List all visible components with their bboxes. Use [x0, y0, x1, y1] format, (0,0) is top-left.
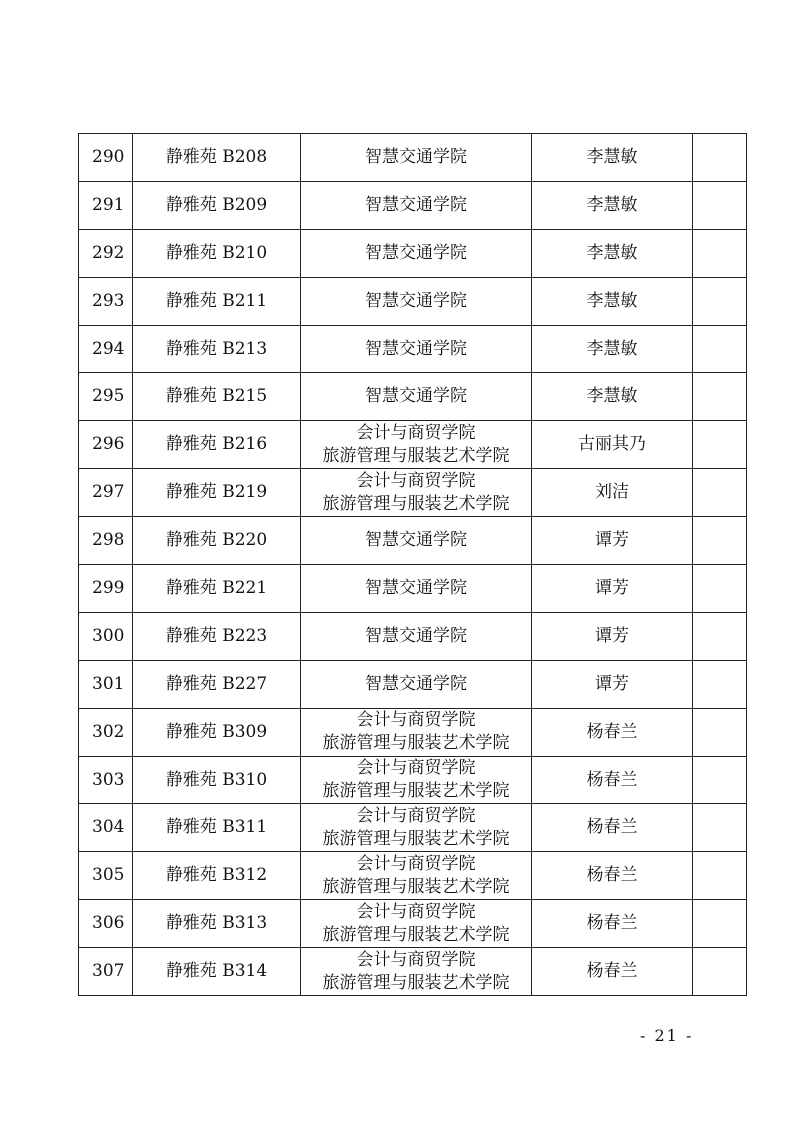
row-number-cell: 307 — [79, 948, 133, 996]
table-row — [79, 565, 747, 613]
table-row — [79, 804, 747, 852]
college-name: 旅游管理与服装艺术学院 — [322, 445, 510, 466]
room-cell: 静雅苑 B209 — [133, 181, 301, 229]
college-name: 智慧交通学院 — [365, 577, 467, 598]
table-body — [79, 134, 747, 996]
person-cell: 杨春兰 — [532, 708, 693, 756]
college-name: 旅游管理与服装艺术学院 — [322, 876, 510, 897]
note-cell — [693, 373, 747, 421]
college-cell — [301, 756, 532, 804]
college-cell — [301, 229, 532, 277]
college-name: 旅游管理与服装艺术学院 — [322, 781, 510, 802]
college-cell — [301, 277, 532, 325]
table-row — [79, 708, 747, 756]
college-name: 智慧交通学院 — [365, 530, 467, 551]
table-row — [79, 229, 747, 277]
note-cell — [693, 469, 747, 517]
note-cell — [693, 804, 747, 852]
college-name: 旅游管理与服装艺术学院 — [322, 924, 510, 945]
row-number-cell: 305 — [79, 852, 133, 900]
college-cell — [301, 421, 532, 469]
table-row — [79, 612, 747, 660]
person-cell: 李慧敏 — [532, 134, 693, 182]
college-cell — [301, 948, 532, 996]
note-cell — [693, 708, 747, 756]
college-cell — [301, 804, 532, 852]
person-cell: 谭芳 — [532, 660, 693, 708]
row-number-cell: 295 — [79, 373, 133, 421]
college-name: 智慧交通学院 — [365, 290, 467, 311]
room-cell: 静雅苑 B310 — [133, 756, 301, 804]
table-row — [79, 852, 747, 900]
note-cell — [693, 948, 747, 996]
page-number: - 21 - — [640, 1026, 694, 1045]
person-cell: 杨春兰 — [532, 900, 693, 948]
row-number-cell: 297 — [79, 469, 133, 517]
room-cell: 静雅苑 B314 — [133, 948, 301, 996]
row-number-cell: 300 — [79, 612, 133, 660]
row-number-cell: 292 — [79, 229, 133, 277]
college-cell — [301, 565, 532, 613]
note-cell — [693, 660, 747, 708]
note-cell — [693, 181, 747, 229]
row-number-cell: 296 — [79, 421, 133, 469]
room-cell: 静雅苑 B221 — [133, 565, 301, 613]
person-cell: 杨春兰 — [532, 756, 693, 804]
note-cell — [693, 325, 747, 373]
college-name: 会计与商贸学院 — [356, 422, 476, 443]
room-cell: 静雅苑 B220 — [133, 517, 301, 565]
row-number-cell: 290 — [79, 134, 133, 182]
college-name: 智慧交通学院 — [365, 194, 467, 215]
college-name: 会计与商贸学院 — [356, 901, 476, 922]
table-row — [79, 181, 747, 229]
row-number-cell: 301 — [79, 660, 133, 708]
person-cell: 古丽其乃 — [532, 421, 693, 469]
note-cell — [693, 756, 747, 804]
college-name: 智慧交通学院 — [365, 242, 467, 263]
room-cell: 静雅苑 B211 — [133, 277, 301, 325]
room-cell: 静雅苑 B313 — [133, 900, 301, 948]
table-row — [79, 421, 747, 469]
college-cell — [301, 469, 532, 517]
note-cell — [693, 517, 747, 565]
person-cell: 谭芳 — [532, 612, 693, 660]
row-number-cell: 299 — [79, 565, 133, 613]
table-row — [79, 373, 747, 421]
row-number-cell: 304 — [79, 804, 133, 852]
row-number-cell: 303 — [79, 756, 133, 804]
college-cell — [301, 373, 532, 421]
person-cell: 刘洁 — [532, 469, 693, 517]
room-cell: 静雅苑 B227 — [133, 660, 301, 708]
college-name: 旅游管理与服装艺术学院 — [322, 733, 510, 754]
table-row — [79, 517, 747, 565]
college-name: 智慧交通学院 — [365, 625, 467, 646]
room-cell: 静雅苑 B213 — [133, 325, 301, 373]
college-cell — [301, 134, 532, 182]
note-cell — [693, 565, 747, 613]
table-row — [79, 948, 747, 996]
college-name: 旅游管理与服装艺术学院 — [322, 828, 510, 849]
college-cell — [301, 708, 532, 756]
room-cell: 静雅苑 B210 — [133, 229, 301, 277]
note-cell — [693, 900, 747, 948]
row-number-cell: 302 — [79, 708, 133, 756]
person-cell: 李慧敏 — [532, 181, 693, 229]
person-cell: 杨春兰 — [532, 948, 693, 996]
table-row — [79, 900, 747, 948]
college-name: 智慧交通学院 — [365, 338, 467, 359]
college-name: 智慧交通学院 — [365, 673, 467, 694]
person-cell: 李慧敏 — [532, 277, 693, 325]
college-name: 智慧交通学院 — [365, 386, 467, 407]
room-cell: 静雅苑 B216 — [133, 421, 301, 469]
table-row — [79, 469, 747, 517]
table-row — [79, 134, 747, 182]
college-name: 会计与商贸学院 — [356, 949, 476, 970]
person-cell: 谭芳 — [532, 517, 693, 565]
college-name: 会计与商贸学院 — [356, 805, 476, 826]
college-name: 旅游管理与服装艺术学院 — [322, 493, 510, 514]
row-number-cell: 291 — [79, 181, 133, 229]
college-cell — [301, 517, 532, 565]
college-name: 会计与商贸学院 — [356, 758, 476, 779]
college-name: 会计与商贸学院 — [356, 853, 476, 874]
table-row — [79, 660, 747, 708]
dormitory-table-container — [78, 133, 746, 996]
table-row — [79, 325, 747, 373]
room-cell: 静雅苑 B208 — [133, 134, 301, 182]
person-cell: 杨春兰 — [532, 852, 693, 900]
room-cell: 静雅苑 B311 — [133, 804, 301, 852]
row-number-cell: 298 — [79, 517, 133, 565]
note-cell — [693, 852, 747, 900]
person-cell: 李慧敏 — [532, 373, 693, 421]
college-cell — [301, 660, 532, 708]
person-cell: 李慧敏 — [532, 229, 693, 277]
college-cell — [301, 325, 532, 373]
college-cell — [301, 900, 532, 948]
college-cell — [301, 181, 532, 229]
table-row — [79, 277, 747, 325]
college-name: 智慧交通学院 — [365, 146, 467, 167]
person-cell: 李慧敏 — [532, 325, 693, 373]
note-cell — [693, 277, 747, 325]
room-cell: 静雅苑 B312 — [133, 852, 301, 900]
room-cell: 静雅苑 B219 — [133, 469, 301, 517]
row-number-cell: 294 — [79, 325, 133, 373]
note-cell — [693, 134, 747, 182]
college-cell — [301, 612, 532, 660]
dormitory-assignment-table — [78, 133, 747, 996]
table-row — [79, 756, 747, 804]
college-name: 会计与商贸学院 — [356, 470, 476, 491]
college-name: 会计与商贸学院 — [356, 710, 476, 731]
row-number-cell: 293 — [79, 277, 133, 325]
college-name: 旅游管理与服装艺术学院 — [322, 972, 510, 993]
room-cell: 静雅苑 B223 — [133, 612, 301, 660]
room-cell: 静雅苑 B309 — [133, 708, 301, 756]
row-number-cell: 306 — [79, 900, 133, 948]
person-cell: 谭芳 — [532, 565, 693, 613]
college-cell — [301, 852, 532, 900]
note-cell — [693, 612, 747, 660]
note-cell — [693, 229, 747, 277]
room-cell: 静雅苑 B215 — [133, 373, 301, 421]
note-cell — [693, 421, 747, 469]
person-cell: 杨春兰 — [532, 804, 693, 852]
